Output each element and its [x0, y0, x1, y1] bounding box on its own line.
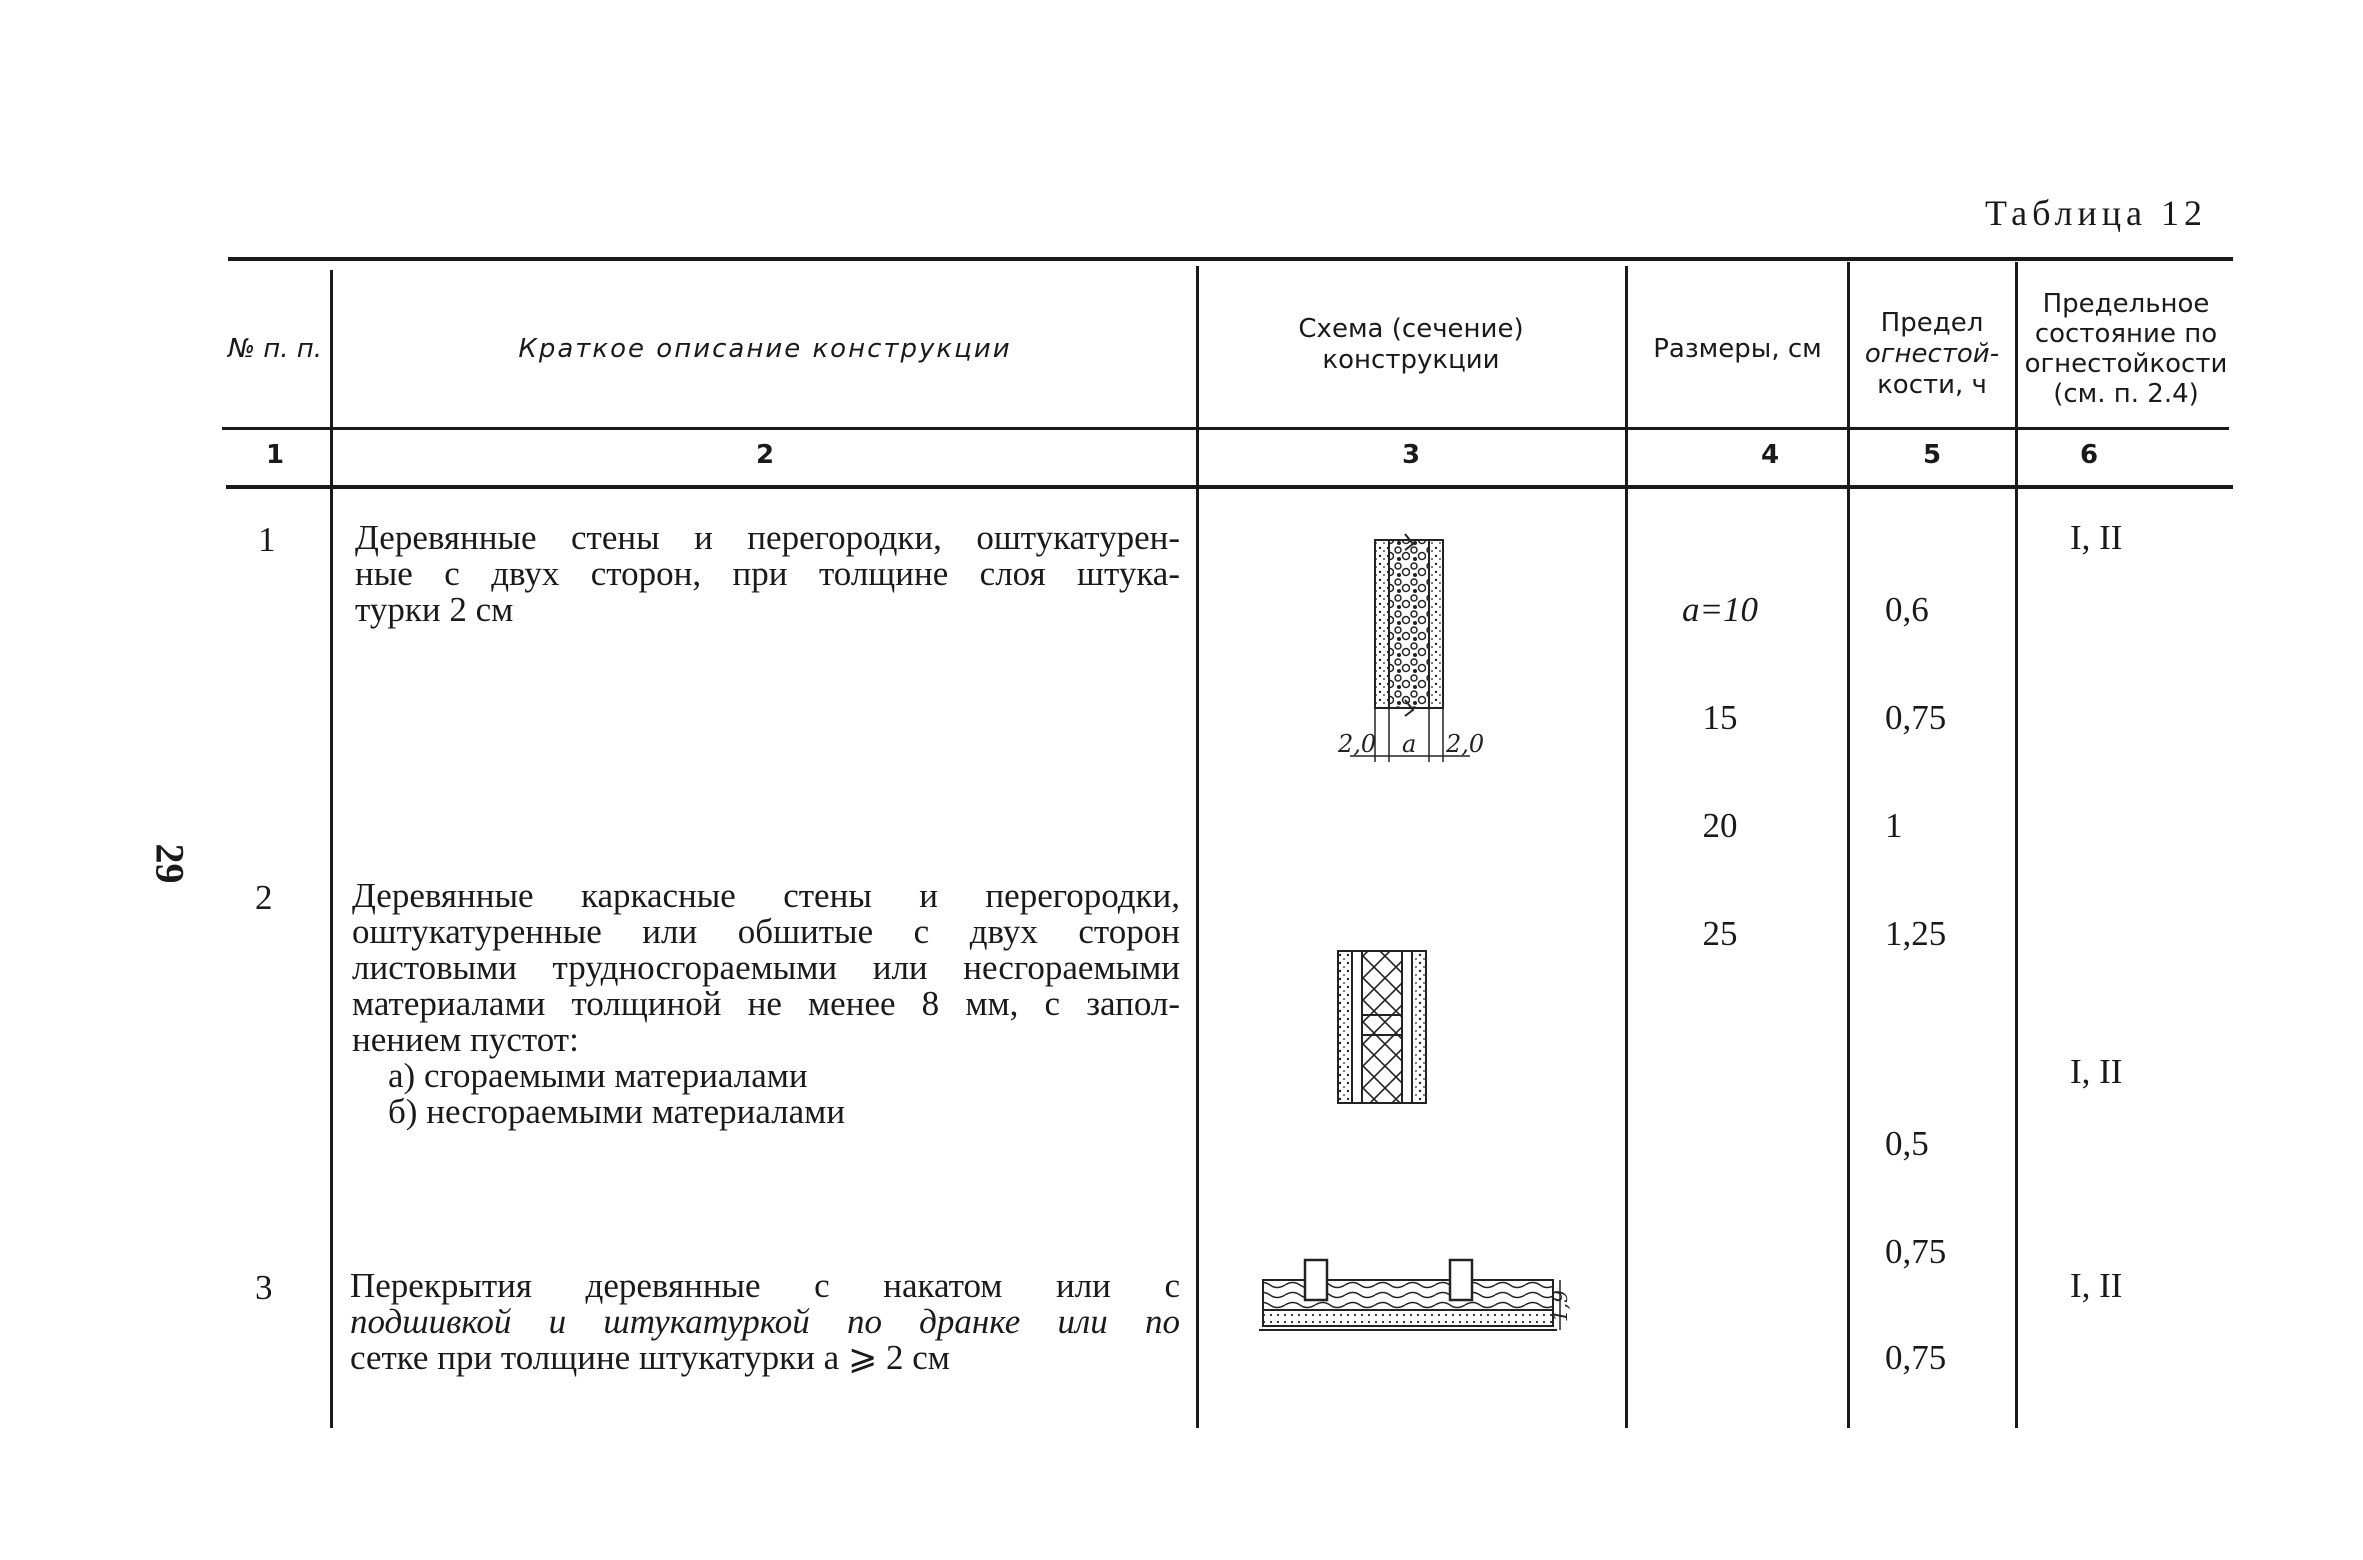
row1-limit-1: 0,6 — [1885, 590, 1929, 629]
header-col5 — [1851, 308, 2013, 401]
row1-diagram-label-right: 2,0 — [1446, 730, 1485, 758]
divider-5 — [2015, 262, 2018, 1428]
colnum-6: 6 — [2079, 440, 2099, 470]
page-number: 29 — [147, 843, 193, 884]
colnum-4: 4 — [1760, 440, 1780, 470]
row3-number: 3 — [255, 1268, 273, 1307]
colnum-1: 1 — [265, 440, 285, 470]
row1-desc-line2: ные с двух сторон, при толщине слоя штука- — [355, 554, 1180, 593]
row1-desc-line3: турки 2 см — [355, 590, 514, 629]
divider-4 — [1847, 262, 1850, 1428]
header-col6-line4: (см. п. 2.4) — [2053, 379, 2199, 409]
row3-desc-line1: Перекрытия деревянные с накатом или с — [350, 1266, 1180, 1305]
row2-number: 2 — [255, 878, 273, 917]
row3-limit-1: 0,75 — [1885, 1338, 1947, 1377]
row2-limit-state: I, II — [2070, 1052, 2123, 1091]
row1-limit-2: 0,75 — [1885, 698, 1947, 737]
header-bottom-rule — [222, 427, 2229, 430]
row2-desc-line6: а) сгораемыми материалами — [388, 1056, 808, 1095]
row3-floor-section-diagram — [1255, 1250, 1575, 1350]
row1-diagram-label-a: a — [1402, 730, 1417, 758]
divider-1 — [330, 270, 333, 1428]
row3-description — [350, 1268, 1180, 1376]
row1-wall-section-diagram — [1330, 530, 1500, 770]
header-col6 — [2019, 289, 2233, 409]
header-col5-line2: огнестой- — [1864, 339, 2000, 369]
divider-3 — [1625, 266, 1628, 1428]
header-col4: Размеры, см — [1653, 334, 1822, 364]
row1-size-2: 15 — [1702, 698, 1738, 737]
row1-limit-3: 1 — [1885, 806, 1903, 845]
row3-limit-state: I, II — [2070, 1266, 2123, 1305]
row1-limit-4: 1,25 — [1885, 914, 1947, 953]
row1-description — [355, 520, 1180, 628]
header-col6-line2: состояние по — [2034, 319, 2218, 349]
table-title: Таблица 12 — [1985, 193, 2207, 233]
row1-desc-line1: Деревянные стены и перегородки, оштукатурен- — [355, 518, 1180, 557]
row3-desc-line2: подшивкой и штукатуркой по дранке или по — [350, 1302, 1180, 1341]
row1-number: 1 — [258, 520, 276, 559]
header-col2: Краткое описание конструкции — [518, 334, 1012, 364]
row1-diagram-label-left: 2,0 — [1338, 730, 1377, 758]
colnum-bottom-rule — [226, 485, 2233, 489]
row2-description — [352, 878, 1180, 1130]
header-col3-line1: Схема (сечение) — [1298, 314, 1524, 344]
row3-fire-limits — [1885, 1268, 1946, 1412]
row1-sizes — [1655, 520, 1785, 988]
header-col5-line1: Предел — [1880, 308, 1984, 338]
row1-size-3: 20 — [1702, 806, 1738, 845]
row2-limit-1: 0,5 — [1885, 1124, 1929, 1163]
row1-size-4: 25 — [1702, 914, 1738, 953]
table-top-rule — [228, 257, 2233, 261]
row2-desc-line3: листовыми трудносгораемыми или несгораемыми — [352, 948, 1180, 987]
colnum-2: 2 — [755, 440, 775, 470]
row3-desc-line3: сетке при толщине штукатурки a ⩾ 2 см — [350, 1338, 950, 1377]
row2-desc-line1: Деревянные каркасные стены и перегородки, — [352, 876, 1180, 915]
row2-limit-2: 0,75 — [1885, 1232, 1947, 1271]
row2-desc-line5: нением пустот: — [352, 1020, 579, 1059]
row2-desc-line7: б) несгораемыми материалами — [388, 1092, 846, 1131]
header-col6-line1: Предельное — [2042, 289, 2210, 319]
row3-diagram-label: 1,9 — [1548, 1290, 1572, 1322]
row1-limit-state: I, II — [2070, 518, 2123, 557]
header-col3-line2: конструкции — [1322, 345, 1500, 375]
colnum-5: 5 — [1922, 440, 1942, 470]
row1-fire-limits — [1885, 520, 1946, 988]
header-col3 — [1200, 314, 1622, 376]
colnum-3: 3 — [1401, 440, 1421, 470]
divider-2 — [1196, 266, 1199, 1428]
header-col1: № п. п. — [227, 334, 323, 364]
row2-desc-line4: материалами толщиной не менее 8 мм, с запол- — [352, 984, 1180, 1023]
header-col5-line3: кости, ч — [1877, 370, 1987, 400]
row2-frame-wall-diagram — [1330, 945, 1450, 1115]
header-col6-line3: огнестойкости — [2024, 349, 2228, 379]
row1-size-1: a=10 — [1681, 590, 1759, 629]
row2-desc-line2: оштукатуренные или обшитые с двух сторон — [352, 912, 1180, 951]
